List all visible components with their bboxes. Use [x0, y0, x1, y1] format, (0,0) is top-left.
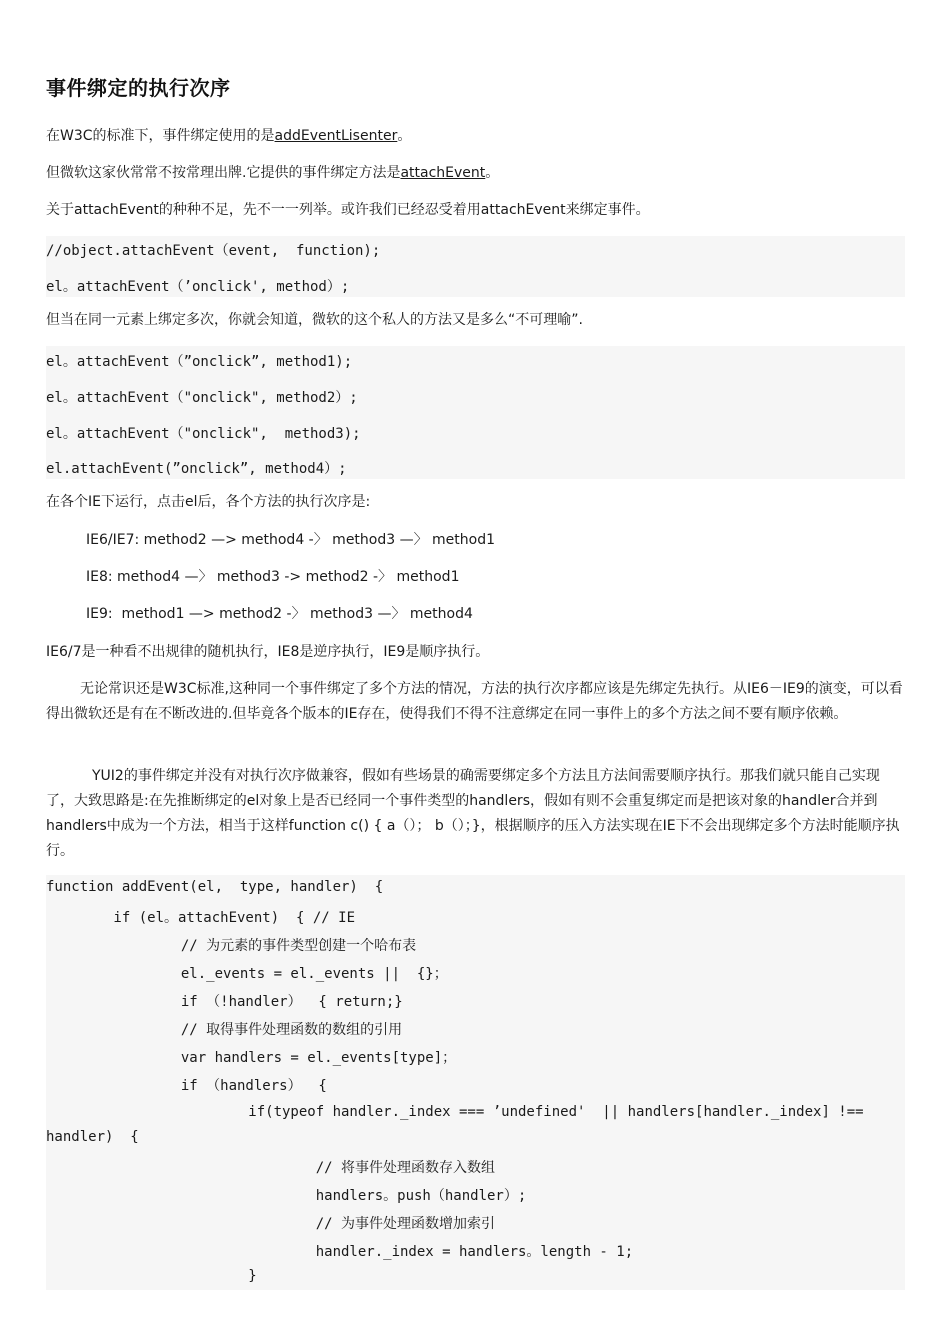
code-line: el。attachEvent（"onclick", method2）; — [46, 390, 358, 406]
code-line: function addEvent(el, type, handler) { — [46, 879, 384, 895]
code-block-1 — [46, 236, 905, 297]
paragraph-attachevent-issues: 关于attachEvent的种种不足，先不一一列举。或许我们已经忍受着用attachEvent来绑定事件。 — [46, 202, 650, 218]
code-line: var handlers = el._events[type]； — [46, 1050, 457, 1066]
code-block-3 — [46, 875, 905, 1290]
paragraph-standard: 无论常识还是W3C标准,这种同一个事件绑定了多个方法的情况，方法的执行次序都应该是先绑定先执行。从IE6－IE9的演变，可以看得出微软还是有在不断改进的.但毕竟各个版本的IE存在，使得我们不得不注意绑定在同一事件上的多个方法之间不要有顺序依赖。 — [46, 681, 903, 722]
code-line: if (el。attachEvent) { // IE — [46, 910, 356, 926]
code-line: if （handlers） { — [46, 1078, 327, 1094]
code-line: // 将事件处理函数存入数组 — [46, 1160, 496, 1176]
code-line: el。attachEvent（"onclick", method3); — [46, 426, 361, 442]
code-line: } — [46, 1268, 257, 1284]
p2-text-after: 。 — [485, 165, 500, 181]
p1-text-after: 。 — [397, 128, 412, 144]
p1-text-before: 在W3C的标准下，事件绑定使用的是 — [46, 128, 275, 144]
code-block-2 — [46, 346, 905, 479]
code-line: el.attachEvent(”onclick”, method4）; — [46, 461, 347, 477]
page-title: 事件绑定的执行次序 — [46, 76, 231, 100]
p2-text-before: 但微软这家伙常常不按常理出牌.它提供的事件绑定方法是 — [46, 165, 401, 181]
code-line: // 为事件处理函数增加索引 — [46, 1216, 496, 1232]
paragraph-summary: IE6/7是一种看不出规律的随机执行，IE8是逆序执行，IE9是顺序执行。 — [46, 644, 490, 660]
order-ie8: IE8: method4 —〉 method3 -> method2 -〉 method1 — [86, 569, 460, 585]
code-line: // 取得事件处理函数的数组的引用 — [46, 1022, 403, 1038]
code-line: handlers。push（handler）; — [46, 1188, 527, 1204]
paragraph-yui2: YUI2的事件绑定并没有对执行次序做兼容，假如有些场景的确需要绑定多个方法且方法间需要顺序执行。那我们就只能自己实现了，大致思路是:在先推断绑定的el对象上是否已经同一个事件类型的handlers，假如有则不会重复绑定而是把该对象的handler合并到handlers中成为一个方法，相当于这样function c() { a（）； b（）；}，根据顺序的压入方法实现在IE下不会出现绑定多个方法时能顺序执行。 — [46, 768, 900, 859]
order-ie6-ie7: IE6/IE7: method2 —> method4 -〉 method3 —〉 method1 — [86, 532, 496, 548]
order-ie9: IE9: method1 —> method2 -〉 method3 —〉 method4 — [86, 606, 473, 622]
paragraph-run-order: 在各个IE下运行，点击el后，各个方法的执行次序是: — [46, 494, 371, 510]
link-attachevent[interactable]: attachEvent — [400, 165, 486, 181]
code-line: el。attachEvent（’onclick', method）; — [46, 279, 350, 295]
code-line: handler) { — [46, 1129, 139, 1145]
paragraph-multiple-bind: 但当在同一元素上绑定多次，你就会知道，微软的这个私人的方法又是多么“不可理喻”. — [46, 312, 583, 328]
code-line: el._events = el._events || {}； — [46, 966, 448, 982]
paragraph-w3c — [46, 124, 411, 149]
code-line: //object.attachEvent（event, function); — [46, 243, 381, 259]
code-line: if （!handler） { return;} — [46, 994, 403, 1010]
paragraph-microsoft — [46, 161, 499, 186]
code-line: handler._index = handlers。length - 1; — [46, 1244, 634, 1260]
code-line: if(typeof handler._index === ’undefined' || handlers[handler._index] !== — [46, 1104, 864, 1120]
code-line: // 为元素的事件类型创建一个哈布表 — [46, 938, 417, 954]
code-line: el。attachEvent（”onclick”, method1); — [46, 354, 353, 370]
link-addeventlisenter[interactable]: addEventLisenter — [274, 128, 398, 144]
